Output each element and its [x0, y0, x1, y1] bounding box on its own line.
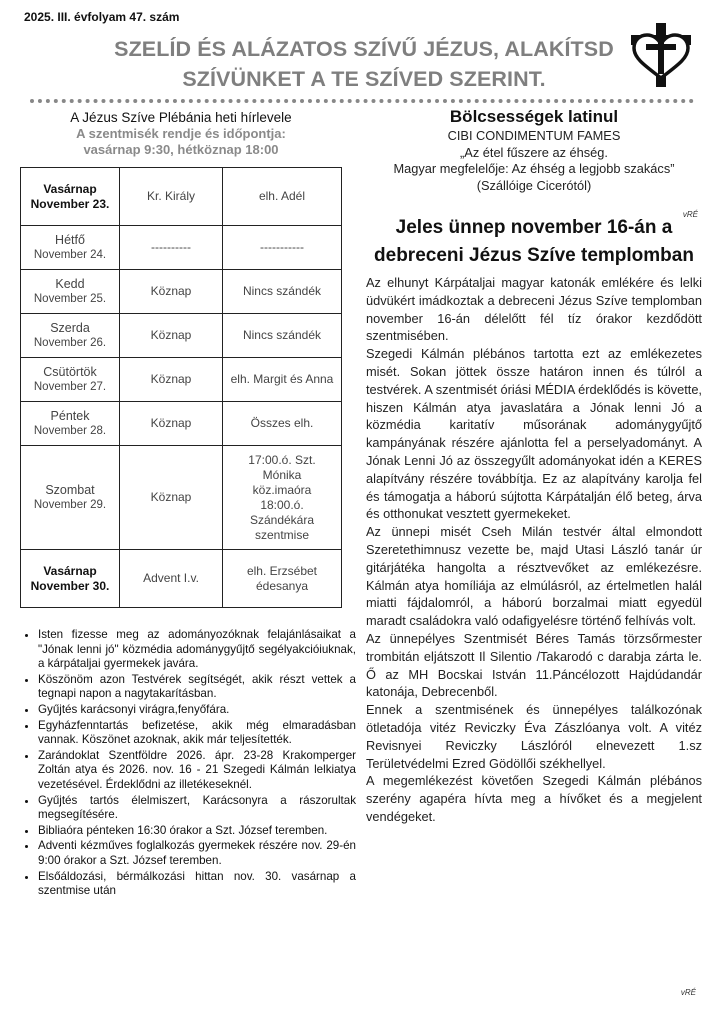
day-date: November 24.: [33, 248, 107, 261]
table-row: [21, 446, 342, 550]
article-paragraph: Az ünnepélyes Szentmisét Béres Tamás törzsőrmester trombitán eljátszott Il Silentio /Takarodó c darabja zárta le. Ő az MH Bocskai István 11.Páncélozott Hajdúdandár katonája, Debrecenből.: [366, 630, 702, 700]
right-column: [366, 106, 702, 826]
table-row: [21, 358, 342, 402]
article-body: [366, 274, 702, 826]
list-item: • Elsőáldozási, bérmálkozási hittan nov. 30. vasárnap a szentmise után: [38, 870, 356, 899]
wisdom-equivalent: Magyar megfelelője: Az éhség a legjobb szakács”: [393, 161, 675, 176]
headline-line-1: Jeles ünnep november 16-án a: [395, 217, 673, 238]
celebration-cell: Köznap: [120, 446, 223, 550]
intention-cell: Nincs szándék: [223, 314, 342, 358]
motto-line-2: SZÍVÜNKET A TE SZÍVED SZERINT.: [182, 67, 546, 91]
celebration-cell: Köznap: [120, 270, 223, 314]
left-column: [20, 110, 342, 608]
table-row: [21, 270, 342, 314]
celebration-cell: Köznap: [120, 358, 223, 402]
day-date: November 27.: [33, 380, 107, 393]
wisdom-signature: vRÉ: [682, 210, 698, 219]
article-paragraph: Az ünnepi misét Cseh Milán testvér által elmondott Szeretethimnusz vezette be, majd Utasi László tanár úr gitárjátéka hangolta a résztvevőket az emlékezésre. Kálmán atya homíliája az elmúlásról, az értelmetlen halál miatti fájdalomról, a háború borzalmai miatt egyedül maradt családokra való odafigyelésre történő felhívás volt.: [366, 524, 702, 629]
mass-schedule-table: [20, 167, 342, 608]
wisdom-title: Bölcsességek latinul: [449, 107, 619, 126]
day-date: November 25.: [33, 292, 107, 305]
table-row: [21, 314, 342, 358]
day-date: November 30.: [30, 578, 110, 593]
dotted-divider: [30, 99, 694, 103]
intention-cell: -----------: [223, 226, 342, 270]
table-row: [21, 168, 342, 226]
motto-line-1: SZELÍD ÉS ALÁZATOS SZÍVŰ JÉZUS, ALAKÍTSD: [114, 37, 614, 61]
headline-line-2: debreceni Jézus Szíve templomban: [374, 245, 694, 266]
day-name: Szombat: [45, 482, 95, 497]
intention-cell: elh. Erzsébet édesanya: [223, 550, 342, 608]
article-signature: vRÉ: [680, 988, 696, 997]
list-item: • Isten fizesse meg az adományozóknak felajánlásaikat a "Jónak lenni jó" közmédia adománygyűjtő segélyakcióiuknak, a kárpátaljai gyermekek javára.: [38, 628, 356, 672]
list-item: • Adventi kézműves foglalkozás gyermekek részére nov. 29-én 9:00 órakor a Szt. József teremben.: [38, 839, 356, 868]
day-date: November 23.: [30, 196, 110, 211]
celebration-cell: Advent I.v.: [120, 550, 223, 608]
day-date: November 29.: [33, 498, 107, 511]
day-name: Hétfő: [55, 232, 85, 247]
article-paragraph: Az elhunyt Kárpátaljai magyar katonák emlékére és lelki üdvükért imádkoztak a debreceni Jézus Szíve templomban november 16-án délelőtt fél tíz órakor kezdődött szentmisében.: [366, 275, 702, 344]
list-item: • Egyházfenntartás befizetése, akik még elmaradásban vannak. Köszönet azoknak, akik már teljesítették.: [38, 719, 356, 748]
table-row: [21, 550, 342, 608]
mass-schedule-title: A szentmisék rendje és időpontja:: [76, 126, 286, 141]
day-cell: [21, 314, 120, 358]
day-name: Kedd: [55, 276, 85, 291]
intention-cell: elh. Margit és Anna: [223, 358, 342, 402]
mass-schedule-times: vasárnap 9:30, hétköznap 18:00: [83, 142, 279, 157]
celebration-cell: Köznap: [120, 314, 223, 358]
day-cell: [21, 550, 120, 608]
celebration-cell: Köznap: [120, 402, 223, 446]
table-row: [21, 402, 342, 446]
intention-cell: 17:00.ó. Szt. Mónika köz.imaóra 18:00.ó. Szándékára szentmise: [223, 446, 342, 550]
wisdom-latin: CIBI CONDIMENTUM FAMES: [447, 128, 621, 143]
parish-title: A Jézus Szíve Plébánia heti hírlevele: [70, 110, 292, 125]
wisdom-source: (Szállóige Cicerótól): [476, 177, 592, 193]
article-headline: [366, 214, 702, 270]
intention-cell: Nincs szándék: [223, 270, 342, 314]
article-paragraph: Ennek a szentmisének és ünnepélyes találkozónak ötletadója vitéz Reviczky Éva Zászlóanya volt. A vitéz Revisnyei Reviczky Lászlóról elnevezett 1.sz Területvédelmi Ezred Gödöllői székhellyel.: [366, 702, 702, 771]
intention-cell: Összes elh.: [223, 402, 342, 446]
article-paragraph: Szegedi Kálmán plébános tartotta ezt az emlékezetes misét. Sokan jöttek össze határon innen és túlról a testvérek. A szentmisét óriási MÉDIA érdeklődés is követte, hiszen Kálmán atya javaslatára a Jónak lenni Jó a közmédia karitatív műsorának adománygyűjtő kampányának részére ajánlotta fel a perselyadományt. A Jónak Lenni Jó az összegyűlt adományokat idén a KERES alapítvány részére továbbítja. Ez az alapítvány karolja fel és támogatja a háború sújtotta Kárpátalján élő beteg, árva és otthonukat vesztett gyermekeket.: [366, 346, 702, 522]
day-cell: [21, 358, 120, 402]
day-name: Vasárnap: [43, 563, 97, 578]
day-cell: [21, 270, 120, 314]
day-cell: [21, 168, 120, 226]
day-date: November 26.: [33, 336, 107, 349]
issue-number: 2025. III. évfolyam 47. szám: [24, 10, 180, 24]
day-name: Péntek: [50, 408, 90, 423]
table-row: [21, 226, 342, 270]
day-date: November 28.: [33, 424, 107, 437]
day-name: Vasárnap: [43, 181, 97, 196]
day-cell: [21, 446, 120, 550]
celebration-cell: Kr. Király: [120, 168, 223, 226]
list-item: • Köszönöm azon Testvérek segítségét, akik részt vettek a tegnapi napon a nagytakarításban.: [38, 673, 356, 702]
day-name: Szerda: [50, 320, 90, 335]
day-name: Csütörtök: [43, 364, 97, 379]
motto-heading: [96, 34, 632, 94]
article-paragraph: A megemlékezést követően Szegedi Kálmán plébános szerény agapéra hívta meg a hívőket és a megjelent vendégeket.: [366, 773, 702, 824]
list-item: • Gyűjtés karácsonyi virágra,fenyőfára.: [38, 703, 356, 718]
list-item: • Bibliaóra pénteken 16:30 órakor a Szt. József teremben.: [38, 824, 356, 839]
announcement-list: [20, 628, 356, 900]
wisdom-quote: „Az étel fűszere az éhség.: [460, 144, 608, 160]
sacred-heart-cross-icon: [626, 20, 696, 90]
day-cell: [21, 226, 120, 270]
celebration-cell: ----------: [120, 226, 223, 270]
list-item: • Gyűjtés tartós élelmiszert, Karácsonyra a rászorultak megsegítésére.: [38, 794, 356, 823]
intention-cell: elh. Adél: [223, 168, 342, 226]
day-cell: [21, 402, 120, 446]
list-item: • Zarándoklat Szentföldre 2026. ápr. 23-28 Krakomperger Zoltán atya és 2026. nov. 16 - 21 Szegedi Kálmán lelkiatya vezetésével. Érdeklődni az illetékeseknél.: [38, 749, 356, 793]
